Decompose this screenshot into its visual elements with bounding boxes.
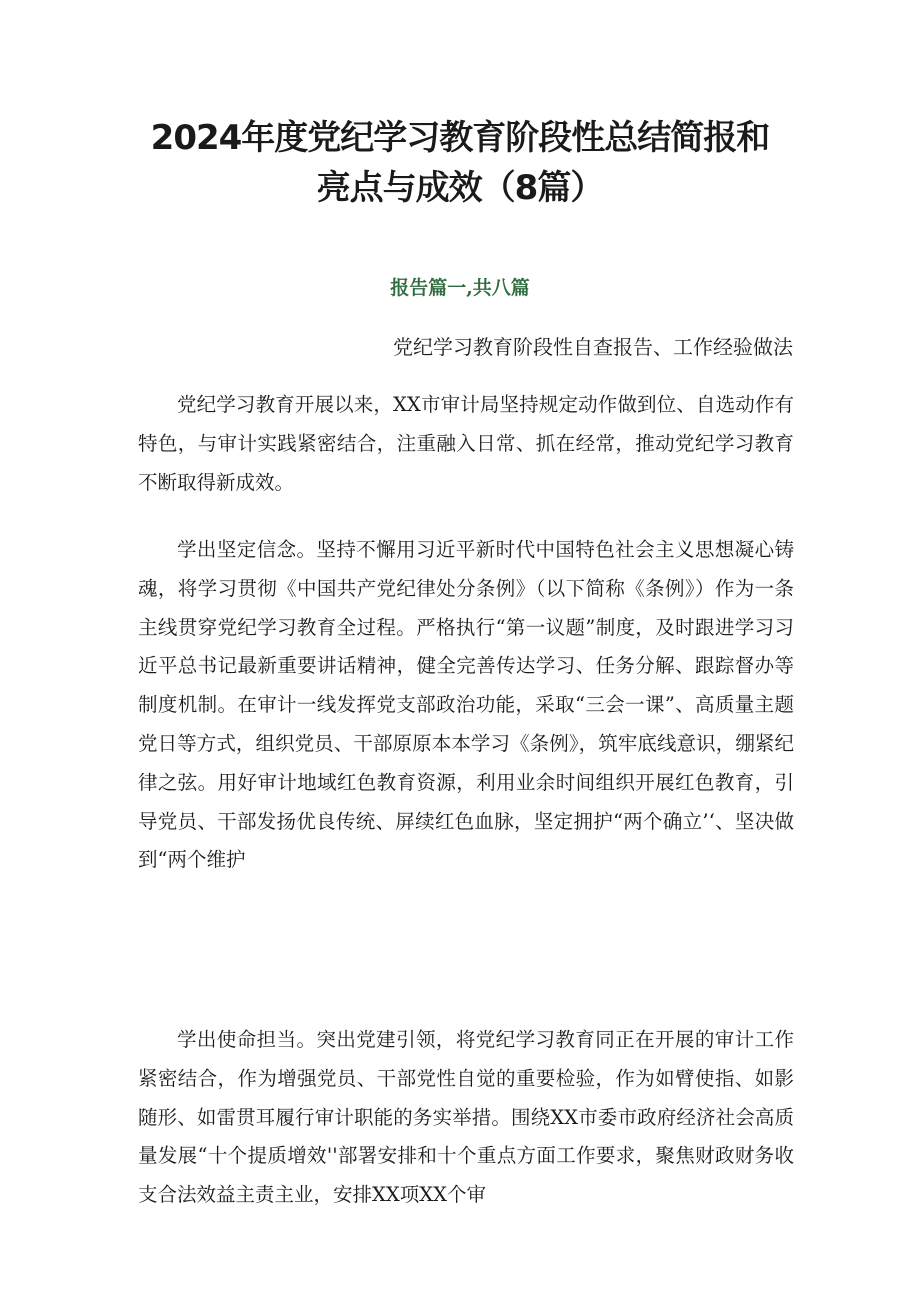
report-heading: 党纪学习教育阶段性自查报告、工作经验做法 bbox=[393, 335, 793, 359]
body-paragraph: 党纪学习教育开展以来，XX市审计局坚持规定动作做到位、自选动作有特色，与审计实践紧密结合，注重融入日常、抓在经常，推动党纪学习教育不断取得新成效。 bbox=[138, 393, 794, 494]
body-paragraph: 学出坚定信念。坚持不懈用习近平新时代中国特色社会主义思想凝心铸魂，将学习贯彻《中国共产党纪律处分条例》（以下简称《条例》）作为一条主线贯穿党纪学习教育全过程。严格执行“第一议题”制度，及时跟进学习习近平总书记最新重要讲话精神，健全完善传达学习、任务分解、跟踪督办等制度机制。在审计一线发挥党支部政治功能，采取“三会一课”、高质量主题党日等方式，组织党员、干部原原本本学习《条例》，筑牢底线意识，绷紧纪律之弦。用好审计地域红色教育资源，利用业余时间组织开展红色教育，引导党员、干部发扬优良传统、屏续红色血脉，坚定拥护“两个确立’‘、坚决做到“两个维护 bbox=[138, 538, 794, 872]
document-title-line-2: 亮点与成效（8篇） bbox=[316, 168, 604, 208]
body-paragraph: 学出使命担当。突出党建引领，将党纪学习教育同正在开展的审计工作紧密结合，作为增强党员、干部党性自觉的重要检验，作为如臂使指、如影随形、如雷贯耳履行审计职能的务实举措。围绕XX市委市政府经济社会高质量发展“十个提质增效''部署安排和十个重点方面工作要求，聚焦财政财务收支合法效益主责主业，安排XX项XX个审 bbox=[138, 1028, 794, 1207]
report-subtitle: 报告篇一,共八篇 bbox=[390, 277, 530, 299]
document-title-line-1: 2024年度党纪学习教育阶段性总结简报和 bbox=[150, 118, 770, 158]
